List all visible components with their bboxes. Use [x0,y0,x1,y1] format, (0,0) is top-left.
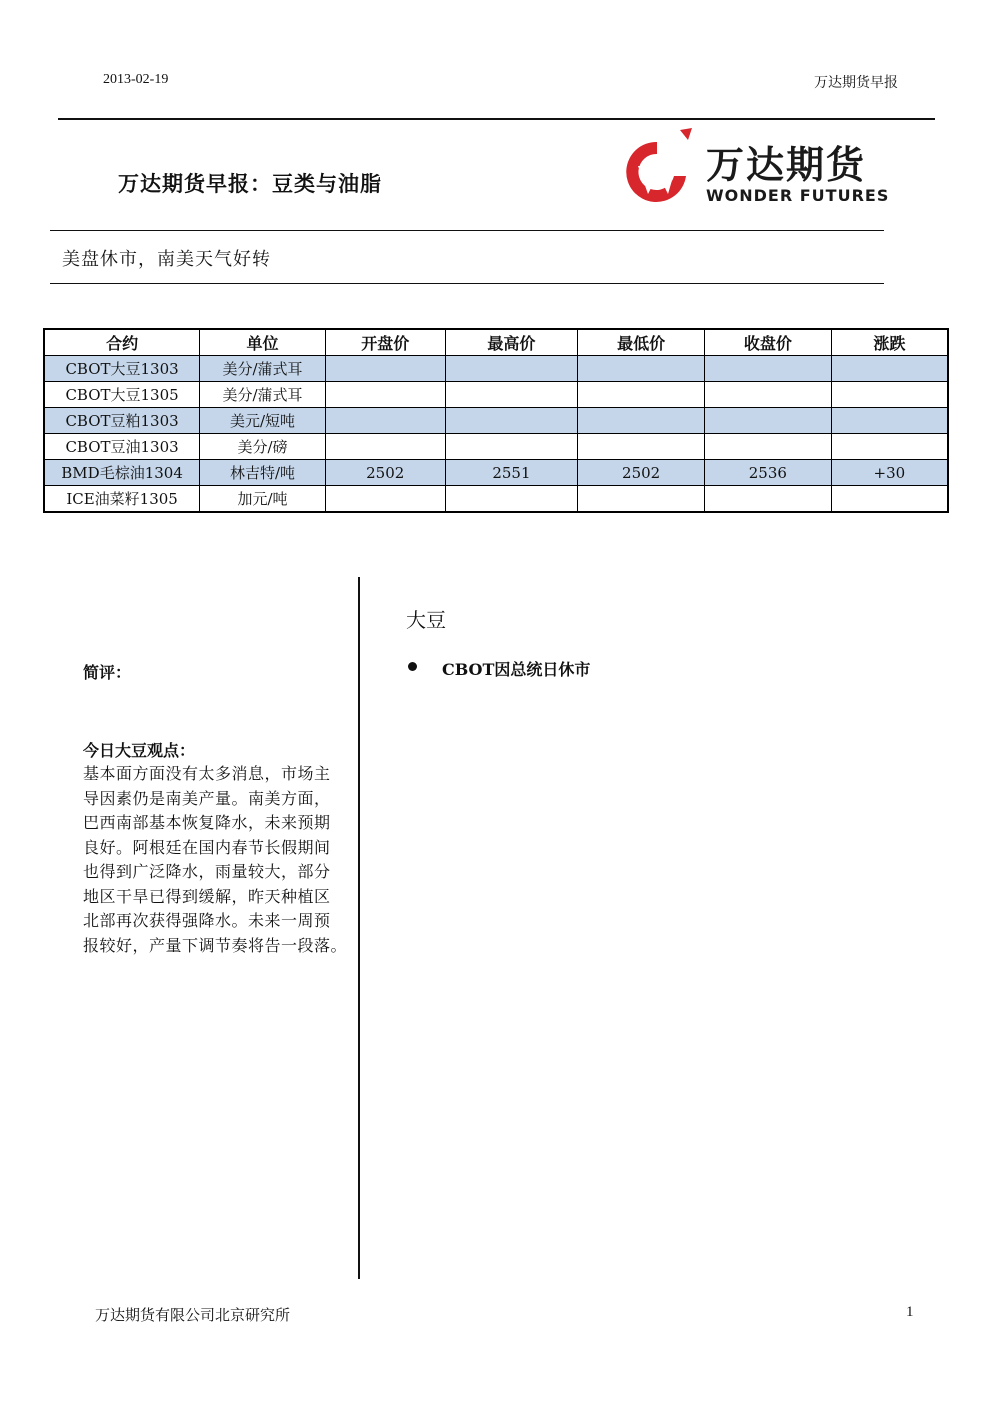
cell-change [831,486,948,513]
soybean-view-title: 今日大豆观点： [83,741,196,760]
table-row [44,434,948,460]
cell-close: 2536 [705,460,832,486]
report-date: 2013-02-19 [103,72,169,87]
view-line: 北部再次获得强降水。未来一周预 [83,911,331,930]
table-row [44,486,948,513]
footer-company: 万达期货有限公司北京研究所 [95,1306,291,1324]
cell-low [578,486,705,513]
cell-close [705,434,832,460]
cell-unit: 美元/短吨 [200,408,326,434]
bullet-item: CBOT因总统日休市 [442,660,591,679]
cell-low [578,408,705,434]
cell-close [705,382,832,408]
col-header-change: 涨跌 [831,329,948,356]
cell-open [325,434,445,460]
header-rule [58,118,935,120]
view-line: 报较好，产量下调节奏将告一段落。 [83,935,348,955]
cell-change [831,356,948,382]
cell-open [325,356,445,382]
report-subtitle: 美盘休市，南美天气好转 [62,249,271,270]
cell-high [445,356,578,382]
col-header-open: 开盘价 [325,329,445,356]
subtitle-rule [50,283,884,284]
report-title: 万达期货早报：豆类与油脂 [118,172,382,196]
cell-open [325,408,445,434]
cell-contract: BMD毛棕油1304 [44,460,200,486]
cell-high [445,408,578,434]
table-row [44,356,948,382]
cell-unit: 美分/蒲式耳 [200,382,326,408]
cell-change: +30 [831,460,948,486]
logo-name-cn: 万达期货 [706,143,867,187]
col-header-close: 收盘价 [705,329,832,356]
view-line: 基本面方面没有太多消息，市场主 [83,764,331,783]
cell-low [578,434,705,460]
table-row [44,382,948,408]
company-logo [618,128,898,212]
cell-close [705,486,832,513]
col-header-contract: 合约 [44,329,200,356]
cell-unit: 美分/磅 [200,434,326,460]
view-line: 导因素仍是南美产量。南美方面， [83,788,331,808]
cell-change [831,382,948,408]
cell-high: 2551 [445,460,578,486]
cell-low: 2502 [578,460,705,486]
cell-open: 2502 [325,460,445,486]
cell-unit: 美分/蒲式耳 [200,356,326,382]
cell-low [578,382,705,408]
title-rule [50,230,884,231]
bullet-icon [408,662,417,671]
view-line: 巴西南部基本恢复降水，未来预期 [83,813,331,832]
cell-unit: 林吉特/吨 [200,460,326,486]
col-header-unit: 单位 [200,329,326,356]
soybean-view-text [83,762,353,958]
cell-close [705,356,832,382]
cell-open [325,382,445,408]
cell-contract: ICE油菜籽1305 [44,486,200,513]
cell-unit: 加元/吨 [200,486,326,513]
cell-open [325,486,445,513]
cell-change [831,408,948,434]
cell-change [831,434,948,460]
cell-contract: CBOT豆粕1303 [44,408,200,434]
cell-contract: CBOT大豆1303 [44,356,200,382]
publication-name: 万达期货早报 [814,75,898,91]
price-table [43,328,949,513]
cell-low [578,356,705,382]
cell-high [445,382,578,408]
comment-label: 简评： [83,663,132,682]
cell-contract: CBOT豆油1303 [44,434,200,460]
col-header-high: 最高价 [445,329,578,356]
table-row [44,460,948,486]
cell-high [445,486,578,513]
view-line: 地区干旱已得到缓解，昨天种植区 [83,886,331,906]
logo-mark-icon [618,128,696,212]
view-line: 也得到广泛降水，雨量较大，部分 [83,862,331,881]
cell-high [445,434,578,460]
page-number: 1 [906,1304,914,1320]
view-line: 良好。阿根廷在国内春节长假期间 [83,837,331,857]
logo-name-en: WONDER FUTURES [706,186,890,205]
cell-contract: CBOT大豆1305 [44,382,200,408]
table-header-row [44,329,948,356]
cell-close [705,408,832,434]
column-divider [358,577,360,1279]
table-row [44,408,948,434]
section-title-soybean: 大豆 [406,608,446,632]
col-header-low: 最低价 [578,329,705,356]
